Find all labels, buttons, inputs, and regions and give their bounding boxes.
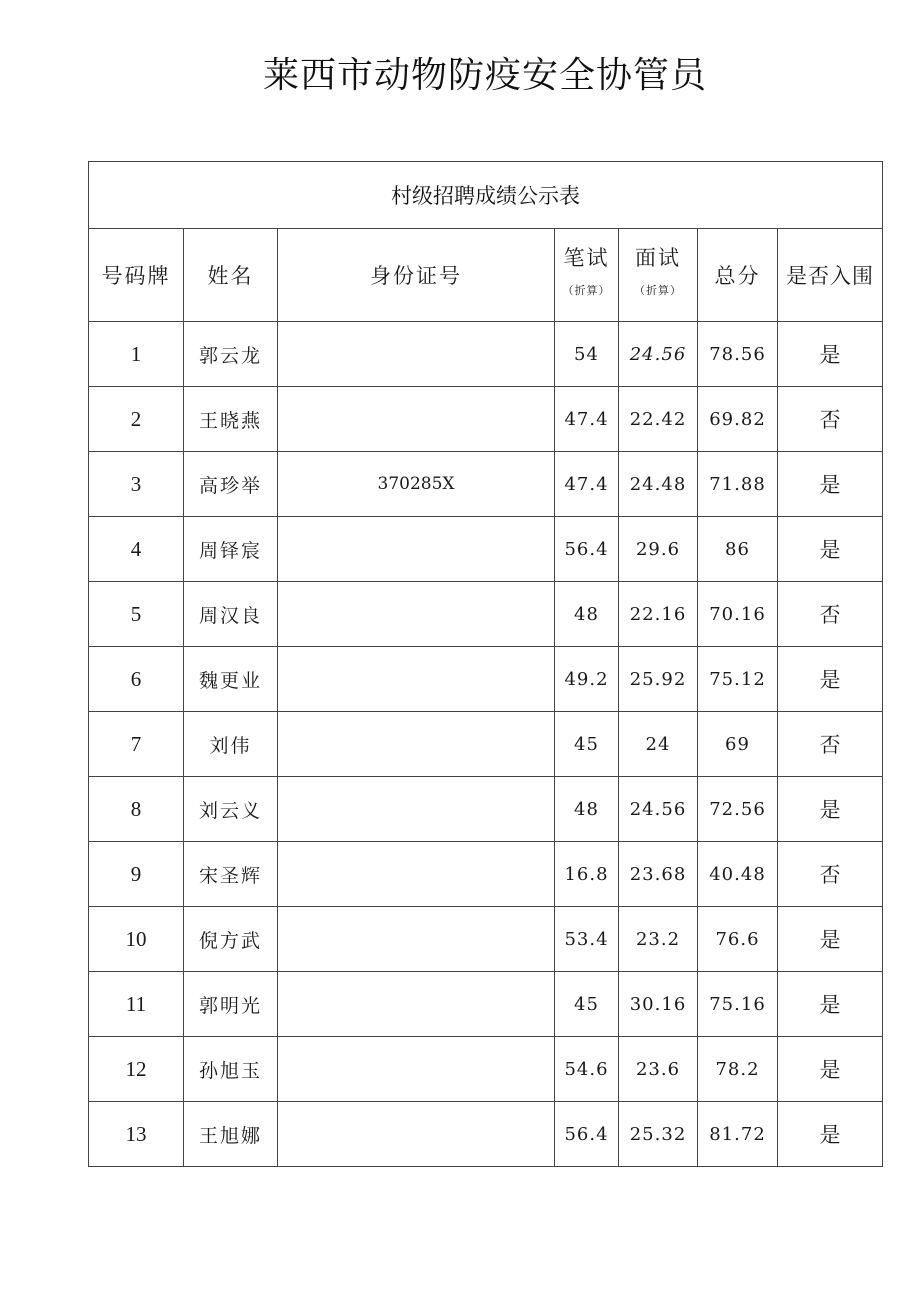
row-total-score: 78.56 xyxy=(698,322,778,387)
row-name: 郭明光 xyxy=(184,972,278,1037)
header-shortlisted: 是否入围 xyxy=(778,229,883,322)
row-total-score: 75.16 xyxy=(698,972,778,1037)
row-written-score: 48 xyxy=(555,582,619,647)
row-shortlisted: 是 xyxy=(778,907,883,972)
row-number: 6 xyxy=(89,647,184,712)
row-shortlisted: 是 xyxy=(778,1102,883,1167)
row-number: 9 xyxy=(89,842,184,907)
row-interview-score: 24 xyxy=(619,712,698,777)
table-row xyxy=(89,647,883,712)
row-shortlisted: 是 xyxy=(778,647,883,712)
row-written-score: 54.6 xyxy=(555,1037,619,1102)
header-name: 姓名 xyxy=(184,229,278,322)
header-total: 总分 xyxy=(698,229,778,322)
row-shortlisted: 否 xyxy=(778,842,883,907)
header-id: 身份证号 xyxy=(278,229,555,322)
row-shortlisted: 是 xyxy=(778,517,883,582)
header-written-note: （折算） xyxy=(562,284,611,297)
table-row xyxy=(89,1037,883,1102)
row-shortlisted: 否 xyxy=(778,582,883,647)
row-id-number xyxy=(278,647,555,712)
row-name: 倪方武 xyxy=(184,907,278,972)
row-written-score: 16.8 xyxy=(555,842,619,907)
table-row xyxy=(89,582,883,647)
row-total-score: 81.72 xyxy=(698,1102,778,1167)
row-total-score: 76.6 xyxy=(698,907,778,972)
row-name: 刘伟 xyxy=(184,712,278,777)
row-name: 郭云龙 xyxy=(184,322,278,387)
row-written-score: 54 xyxy=(555,322,619,387)
row-number: 4 xyxy=(89,517,184,582)
row-name: 王旭娜 xyxy=(184,1102,278,1167)
table-caption: 村级招聘成绩公示表 xyxy=(89,162,883,229)
header-written-label: 笔试 xyxy=(563,246,610,270)
row-shortlisted: 是 xyxy=(778,322,883,387)
row-total-score: 69.82 xyxy=(698,387,778,452)
row-interview-score: 29.6 xyxy=(619,517,698,582)
row-id-number xyxy=(278,842,555,907)
table-row xyxy=(89,387,883,452)
row-shortlisted: 是 xyxy=(778,777,883,842)
row-number: 12 xyxy=(89,1037,184,1102)
header-row xyxy=(89,229,883,322)
row-id-number: 370285X xyxy=(278,452,555,517)
table-row xyxy=(89,777,883,842)
header-interview xyxy=(619,229,698,322)
row-id-number xyxy=(278,972,555,1037)
row-name: 宋圣辉 xyxy=(184,842,278,907)
row-id-number xyxy=(278,387,555,452)
row-interview-score: 23.68 xyxy=(619,842,698,907)
table-row xyxy=(89,1102,883,1167)
row-interview-score: 25.92 xyxy=(619,647,698,712)
table-body xyxy=(89,322,883,1167)
document-title: 莱西市动物防疫安全协管员 xyxy=(262,55,707,96)
row-id-number xyxy=(278,777,555,842)
row-written-score: 48 xyxy=(555,777,619,842)
row-total-score: 86 xyxy=(698,517,778,582)
row-name: 周汉良 xyxy=(184,582,278,647)
row-written-score: 56.4 xyxy=(555,1102,619,1167)
row-total-score: 78.2 xyxy=(698,1037,778,1102)
row-total-score: 69 xyxy=(698,712,778,777)
row-interview-score: 25.32 xyxy=(619,1102,698,1167)
row-number: 10 xyxy=(89,907,184,972)
row-written-score: 45 xyxy=(555,712,619,777)
row-number: 7 xyxy=(89,712,184,777)
row-name: 魏更业 xyxy=(184,647,278,712)
row-id-number xyxy=(278,517,555,582)
table-row xyxy=(89,712,883,777)
row-shortlisted: 是 xyxy=(778,1037,883,1102)
row-number: 3 xyxy=(89,452,184,517)
row-name: 王晓燕 xyxy=(184,387,278,452)
row-written-score: 49.2 xyxy=(555,647,619,712)
table-row xyxy=(89,972,883,1037)
table-row xyxy=(89,322,883,387)
row-id-number xyxy=(278,1037,555,1102)
row-interview-score: 30.16 xyxy=(619,972,698,1037)
row-number: 8 xyxy=(89,777,184,842)
results-table xyxy=(88,161,883,1167)
row-id-number xyxy=(278,582,555,647)
row-interview-score: 24.48 xyxy=(619,452,698,517)
row-number: 13 xyxy=(89,1102,184,1167)
row-shortlisted: 否 xyxy=(778,387,883,452)
row-shortlisted: 是 xyxy=(778,972,883,1037)
row-total-score: 70.16 xyxy=(698,582,778,647)
row-total-score: 75.12 xyxy=(698,647,778,712)
row-written-score: 56.4 xyxy=(555,517,619,582)
row-written-score: 47.4 xyxy=(555,452,619,517)
header-written xyxy=(555,229,619,322)
row-interview-score: 22.16 xyxy=(619,582,698,647)
row-number: 1 xyxy=(89,322,184,387)
table-row xyxy=(89,517,883,582)
row-id-number xyxy=(278,712,555,777)
row-name: 刘云义 xyxy=(184,777,278,842)
row-written-score: 45 xyxy=(555,972,619,1037)
row-name: 孙旭玉 xyxy=(184,1037,278,1102)
row-id-number xyxy=(278,322,555,387)
row-shortlisted: 是 xyxy=(778,452,883,517)
row-shortlisted: 否 xyxy=(778,712,883,777)
row-id-number xyxy=(278,1102,555,1167)
header-interview-label: 面试 xyxy=(635,246,681,270)
row-interview-score: 23.2 xyxy=(619,907,698,972)
row-id-number xyxy=(278,907,555,972)
row-total-score: 40.48 xyxy=(698,842,778,907)
row-interview-score: 24.56 xyxy=(619,777,698,842)
row-interview-score: 23.6 xyxy=(619,1037,698,1102)
row-total-score: 72.56 xyxy=(698,777,778,842)
row-written-score: 53.4 xyxy=(555,907,619,972)
row-interview-score: 22.42 xyxy=(619,387,698,452)
row-name: 高珍举 xyxy=(184,452,278,517)
row-total-score: 71.88 xyxy=(698,452,778,517)
row-interview-score: 24.56 xyxy=(619,322,698,387)
row-number: 11 xyxy=(89,972,184,1037)
row-number: 5 xyxy=(89,582,184,647)
header-interview-note: （折算） xyxy=(634,284,682,297)
table-row xyxy=(89,842,883,907)
row-written-score: 47.4 xyxy=(555,387,619,452)
row-number: 2 xyxy=(89,387,184,452)
row-name: 周铎宸 xyxy=(184,517,278,582)
header-number: 号码牌 xyxy=(89,229,184,322)
table-row xyxy=(89,907,883,972)
table-row xyxy=(89,452,883,517)
